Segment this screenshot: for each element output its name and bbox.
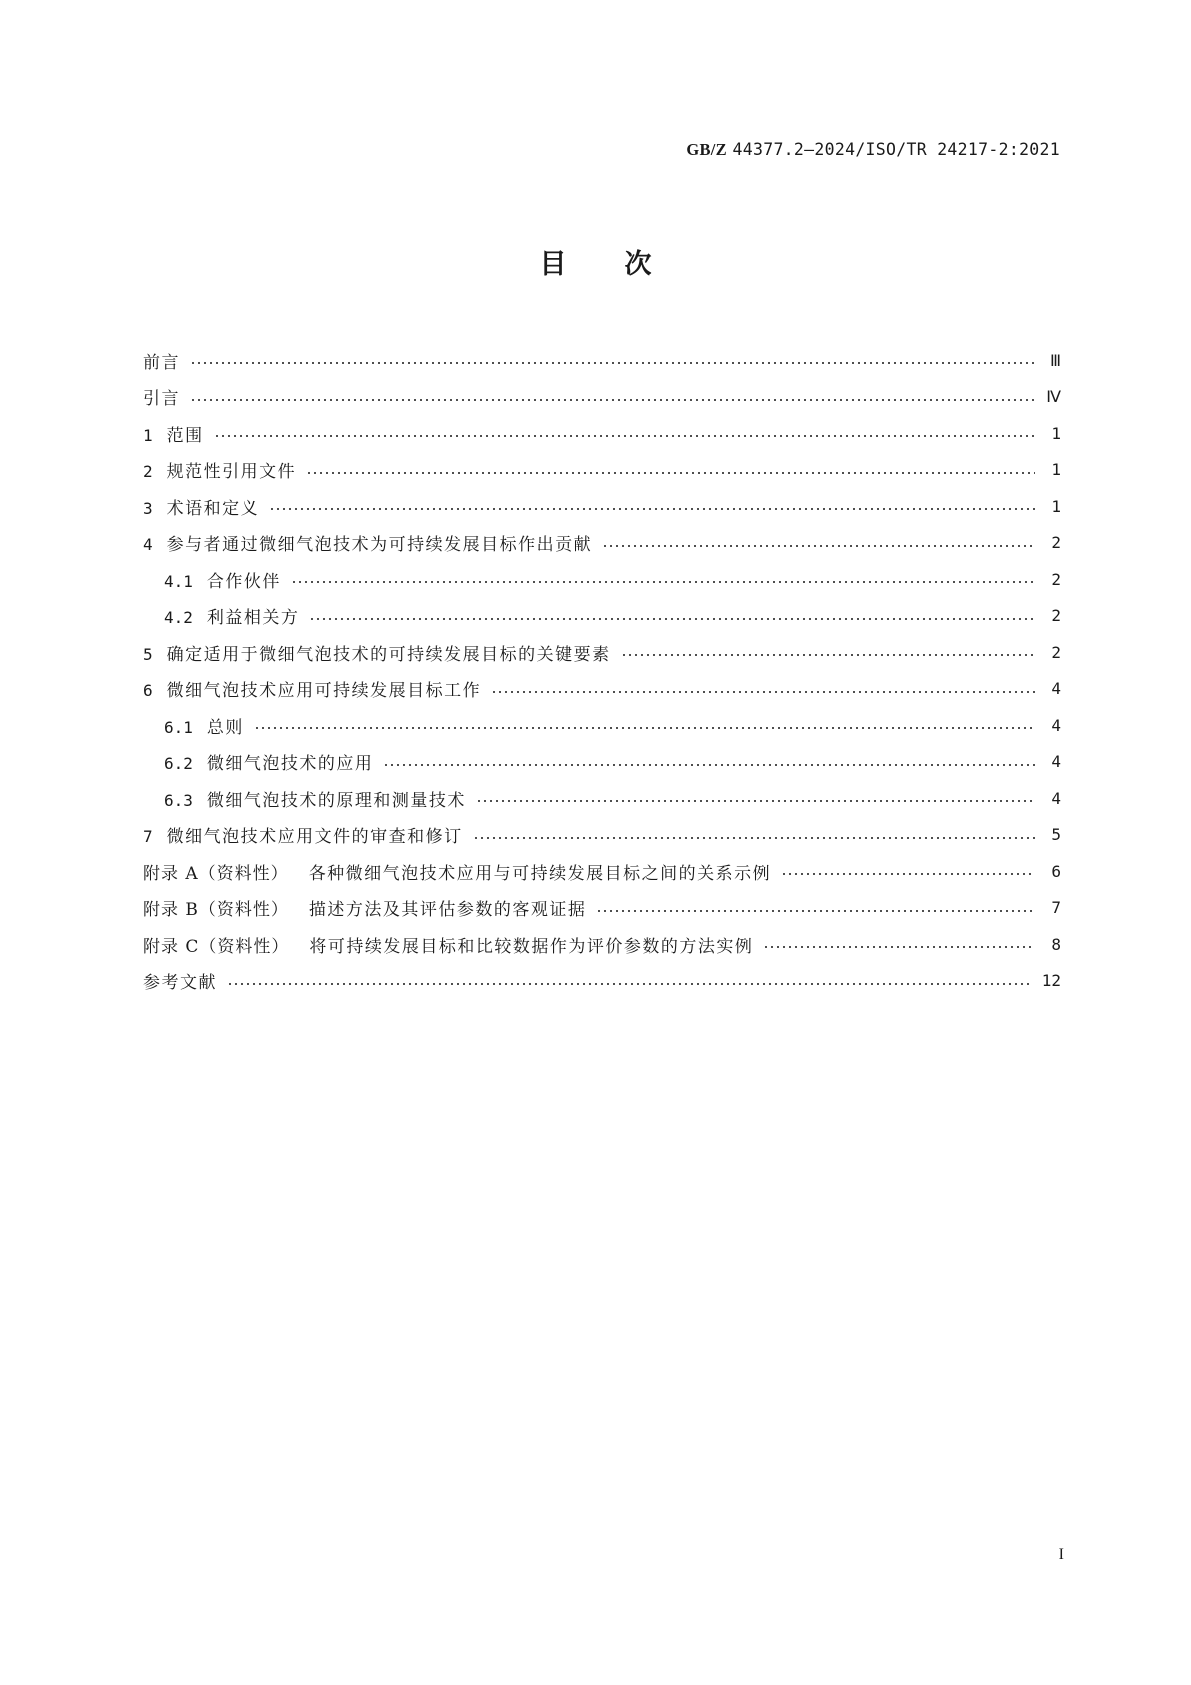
- toc-entry-number: 4.1: [164, 571, 193, 591]
- toc-entry-page: 2: [1051, 533, 1061, 553]
- toc-entry-title: 规范性引用文件: [166, 462, 297, 483]
- toc-entry-page: 2: [1051, 606, 1061, 626]
- toc-entry-number: 附录 C（资料性）: [143, 936, 290, 957]
- toc-entry-number: 4.2: [164, 608, 193, 628]
- toc-entry-title: 描述方法及其评估参数的客观证据: [308, 900, 587, 921]
- toc-entry-label: [143, 786, 476, 811]
- toc-entry-title: 参与者通过微细气泡技术为可持续发展目标作出贡献: [166, 535, 593, 556]
- toc-leader-dots: [190, 399, 1035, 401]
- toc-entry-page: 4: [1051, 752, 1061, 772]
- toc-entry-page: Ⅳ: [1046, 387, 1061, 407]
- toc-entry[interactable]: [143, 707, 1061, 744]
- toc-leader-dots: [763, 946, 1035, 948]
- document-code: [686, 140, 1060, 160]
- toc-entry-number: 1: [143, 425, 153, 445]
- toc-leader-dots: [190, 362, 1035, 364]
- toc-entry-page: 1: [1051, 460, 1061, 480]
- toc-leader-dots: [383, 764, 1035, 766]
- toc-entry-label: [143, 895, 596, 920]
- toc-entry-title: 范围: [166, 425, 204, 446]
- toc-entry[interactable]: [143, 671, 1061, 708]
- toc-entry-title: 前言: [143, 352, 180, 373]
- toc-entry-page: 1: [1051, 423, 1061, 443]
- toc-entry-page: 1: [1051, 496, 1061, 516]
- toc-entry[interactable]: [143, 634, 1061, 671]
- toc-entry-page: 2: [1051, 642, 1061, 662]
- page-title: 目次: [539, 249, 710, 280]
- toc-entry-number: 4: [143, 535, 153, 555]
- toc-entry[interactable]: [143, 452, 1061, 489]
- toc-entry-number: 5: [143, 644, 153, 664]
- toc-entry[interactable]: [143, 561, 1061, 598]
- toc-leader-dots: [491, 691, 1035, 693]
- table-of-contents: [143, 342, 1061, 999]
- toc-entry-page: 4: [1051, 715, 1061, 735]
- toc-entry-page: 12: [1041, 971, 1061, 991]
- toc-entry-title: 将可持续发展目标和比较数据作为评价参数的方法实例: [309, 936, 754, 957]
- toc-entry-number: 附录 A（资料性）: [143, 863, 289, 884]
- toc-entry-label: [143, 713, 254, 738]
- toc-leader-dots: [227, 983, 1032, 985]
- toc-entry-number: 6: [143, 681, 153, 701]
- toc-entry-page: 8: [1051, 934, 1061, 954]
- toc-entry-number: 6.1: [164, 717, 193, 737]
- toc-entry-number: 附录 B（资料性）: [143, 900, 289, 921]
- toc-entry[interactable]: [143, 415, 1061, 452]
- toc-entry-title: 微细气泡技术的原理和测量技术: [206, 790, 466, 811]
- toc-entry-label: [143, 384, 190, 409]
- toc-leader-dots: [781, 873, 1035, 875]
- toc-leader-dots: [602, 545, 1035, 547]
- toc-leader-dots: [291, 581, 1035, 583]
- document-code-number: 44377.2—2024/ISO/TR 24217-2:2021: [732, 140, 1060, 159]
- toc-leader-dots: [254, 727, 1035, 729]
- toc-entry-label: [143, 968, 227, 993]
- toc-entry-label: [143, 932, 763, 957]
- toc-leader-dots: [596, 910, 1035, 912]
- toc-entry-number: 6.3: [164, 790, 193, 810]
- toc-entry-title: 微细气泡技术应用可持续发展目标工作: [166, 681, 482, 702]
- toc-entry-label: [143, 421, 214, 446]
- toc-leader-dots: [621, 654, 1035, 656]
- toc-entry-page: 2: [1051, 569, 1061, 589]
- toc-entry[interactable]: [143, 926, 1061, 963]
- toc-entry-title: 微细气泡技术应用文件的审查和修订: [166, 827, 463, 848]
- toc-entry-page: 4: [1051, 788, 1061, 808]
- toc-entry-label: [143, 859, 781, 884]
- toc-entry-title: 引言: [143, 389, 180, 410]
- page-number: I: [1058, 1546, 1064, 1563]
- toc-entry-page: 6: [1051, 861, 1061, 881]
- toc-entry-title: 术语和定义: [166, 498, 260, 519]
- toc-entry-number: 2: [143, 462, 153, 482]
- toc-entry-title: 各种微细气泡技术应用与可持续发展目标之间的关系示例: [308, 863, 772, 884]
- toc-entry-page: Ⅲ: [1049, 350, 1061, 370]
- toc-entry-page: 4: [1051, 679, 1061, 699]
- toc-entry[interactable]: [143, 342, 1061, 379]
- toc-entry[interactable]: [143, 744, 1061, 781]
- toc-entry[interactable]: [143, 598, 1061, 635]
- toc-entry-label: [143, 640, 621, 665]
- toc-entry[interactable]: [143, 890, 1061, 927]
- toc-entry[interactable]: [143, 853, 1061, 890]
- toc-entry-label: [143, 530, 602, 555]
- toc-leader-dots: [473, 837, 1035, 839]
- toc-leader-dots: [214, 435, 1035, 437]
- document-code-prefix: GB/Z: [686, 140, 727, 159]
- toc-leader-dots: [306, 472, 1035, 474]
- toc-entry-label: [143, 348, 190, 373]
- toc-entry-number: 3: [143, 498, 153, 518]
- toc-entry-label: [143, 749, 383, 774]
- toc-entry-label: [143, 567, 291, 592]
- toc-entry-title: 合作伙伴: [206, 571, 281, 592]
- toc-entry[interactable]: [143, 817, 1061, 854]
- toc-entry-number: 7: [143, 827, 153, 847]
- toc-entry-title: 总则: [206, 717, 244, 738]
- toc-entry-title: 利益相关方: [206, 608, 300, 629]
- toc-entry-page: 5: [1051, 825, 1061, 845]
- toc-entry-label: [143, 457, 306, 482]
- toc-entry-title: 参考文献: [143, 973, 217, 994]
- toc-entry-label: [143, 603, 309, 628]
- toc-entry-label: [143, 676, 491, 701]
- toc-entry-title: 确定适用于微细气泡技术的可持续发展目标的关键要素: [166, 644, 611, 665]
- toc-entry-number: 6.2: [164, 754, 193, 774]
- toc-entry[interactable]: [143, 525, 1061, 562]
- toc-entry-label: [143, 822, 473, 847]
- toc-entry-title: 微细气泡技术的应用: [206, 754, 374, 775]
- toc-entry[interactable]: [143, 488, 1061, 525]
- toc-entry[interactable]: [143, 963, 1061, 1000]
- toc-entry-label: [143, 494, 269, 519]
- toc-entry[interactable]: [143, 780, 1061, 817]
- toc-leader-dots: [476, 800, 1035, 802]
- toc-entry[interactable]: [143, 379, 1061, 416]
- toc-leader-dots: [269, 508, 1035, 510]
- toc-leader-dots: [309, 618, 1035, 620]
- toc-entry-page: 7: [1051, 898, 1061, 918]
